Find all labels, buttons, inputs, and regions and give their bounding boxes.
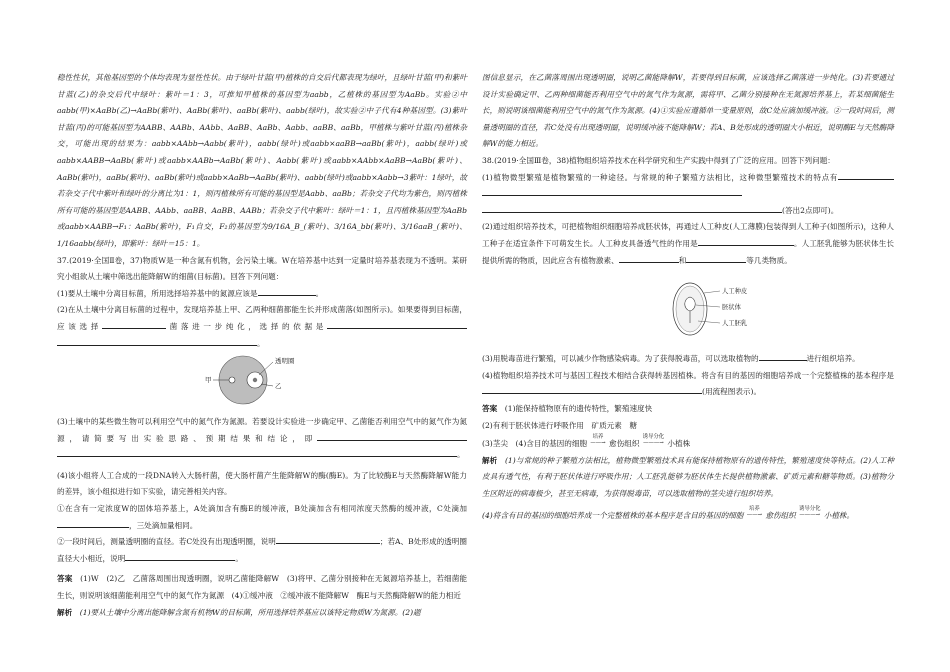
q38-part1: (1)植物微型繁殖是植物繁殖的一种途径。与常规的种子繁殖方法相比，这种微型繁殖技术的特点有(答出2点即可)。 [482, 170, 894, 220]
answer-blank[interactable] [759, 351, 807, 361]
q38-answer-3: (3)茎尖 (4)含目的基因的细胞培养 ——→ 愈伤组织诱导分化 ———→ 小植株 [482, 434, 691, 449]
left-continued-explanation: 稳性性状，其他基因型的个体均表现为显性性状。由于绿叶甘蓝(甲)植株的自交后代都表现为绿叶，且绿叶甘蓝(甲)和紫叶甘蓝(乙)的杂交后代中绿叶：紫叶＝1：3，可推知甲植株的基因型为aabb，乙植株的基因型为AaBb。实验②中aabb(甲)×AaBb(乙)→AaBb(紫叶)、AaBb(紫叶)、aaBb(紫叶)、aabb(绿叶)，故实验②中子代有4种基因型。(3)紫叶甘蓝(丙)的可能基因型为AABB、AABb、AAbb、AaBB、AaBb、Aabb、aaBB、aaBb，甲植株与紫叶甘蓝(丙)植株杂交，可能出现的结果为：aabb×AAbb→Aabb(紫叶)，aabb(绿叶)或aabb×aaBB→aaBb(紫叶)，aabb(绿叶)或aabb×AABB→AaBb(紫叶)或aabb×AABb→AaBb(紫叶)、Aabb(紫叶)或aabb×AAbb×AaBB→AaBb(紫叶)、AaBb(紫叶)，aaBb(紫叶)、aaBb(紫叶)或aabb×AaBb→AaBb(紫叶)、aabb(绿叶)或aabb×Aabb→3紫叶：1绿叶，故若杂交子代中紫叶和绿叶的分离比为1：1，则丙植株所有可能的基因型是Aabb、aaBb；若杂交子代均为紫色，则丙植株所有可能的基因型是AABB、AAbb、aaBB、AaBB、AABb；若杂交子代中紫叶：绿叶＝1：1，且丙植株基因型为AaBb或aabb×AABB→F₁：AaBb(紫叶)，F₁自交，F₂的基因型为9/16A_B_(紫叶)、3/16A_bb(紫叶)、3/16aaB_(紫叶)、1/16aabb(绿叶)，即紫叶：绿叶＝15：1。 [57, 73, 468, 248]
q38-explanation: 解析 (1)与常规的种子繁殖方法相比，植物微型繁殖技术具有能保持植物原有的遗传特性，繁殖速度快等特点。(2)人工种皮具有透气性，有利于胚状体进行呼吸作用；人工胚乳能够为胚状体生长提供植物激素、矿质元素和糖等物质。(3)植物分生区附近的病毒极少，甚至无病毒，为获得脱毒苗，可以选取植物的茎尖进行组织培养。 [482, 455, 894, 498]
seed-label-embryoid: 胚状体 [722, 304, 741, 312]
colony-b-shape [253, 378, 257, 382]
colony-a-shape [229, 377, 235, 383]
q37-part2: (2)在从土壤中分离目标菌的过程中，发现培养基上甲、乙两种细菌都能生长并形成菌落(如图所示)。如果要得到目标菌，应该选择 菌落进一步纯化，选择的依据是。 [57, 305, 467, 348]
embryoid-shape [685, 297, 696, 311]
flow-arrow: 培养 ——→ [746, 506, 763, 519]
colony-a-label: 甲 [205, 376, 212, 385]
q37-part1: (1)要从土壤中分离目标菌，所用选择培养基中的氮源应该是 。 [57, 286, 467, 303]
answer-blank[interactable] [838, 170, 894, 180]
answer-blank[interactable] [482, 203, 782, 213]
right-column [482, 70, 894, 525]
q37-part3: (3)土壤中的某些微生物可以利用空气中的氮气作为氮源。若要设计实验进一步确定甲、乙菌能否利用空气中的氮气作为氮源，请简要写出实验思路、预期结果和结论，即。 [57, 417, 467, 460]
q38-explanation-flow: (4)将含有目的基因的细胞培养成一个完整植株的基本程序是含目的基因的细胞培养 ——→ 愈伤组织诱导分化 ———→ 小植株。 [482, 506, 855, 521]
q38-part2: (2)通过组织培养技术，可把植物组织细胞培养成胚状体，再通过人工种皮(人工薄膜)包装得到人工种子(如图所示)，这种人工种子在适宜条件下可萌发生长。人工种皮具备透气性的作用是 。人工胚乳能够为胚状体生长提供所需的物质，因此应含有植物激素、 和 等几类物质。 [482, 222, 895, 265]
answer-blank[interactable] [57, 518, 129, 528]
answer-blank[interactable] [102, 319, 166, 329]
q37-part4-step2: ②一段时间后，测量透明圈的直径。若C处没有出现透明圈，说明 ；若A、B处形成的透明圈直径大小相近，说明 。 [57, 534, 467, 567]
q38-part4: (4)植物组织培养技术可与基因工程技术相结合获得转基因植株。将含有目的基因的细胞培养成一个完整植株的基本程序是(用流程图表示)。 [482, 370, 894, 397]
answer-blank[interactable] [482, 384, 702, 394]
q37-answer: 答案 (1)W (2)乙 乙菌落周围出现透明圈，说明乙菌能降解W (3)将甲、乙菌分别接种在无氮源培养基上，若细菌能生长，则说明该细菌能利用空气中的氮气作为氮源 (4)①缓冲液 ②缓冲液不能降解W 酶E与天然酶降解W的能力相近 [57, 574, 468, 601]
q38-part3: (3)用脱毒苗进行繁殖，可以减少作物感染病毒。为了获得脱毒苗，可以选取植物的 进行组织培养。 [482, 351, 894, 368]
right-continued-explanation: 图信息显示，在乙菌落周围出现透明圈，说明乙菌能降解W，若要得到目标菌，应该选择乙菌落进一步纯化。(3)若要通过设计实验确定甲、乙两种细菌能否利用空气中的氮气作为氮源，需将甲、乙菌分别接种在无氮源培养基上，若某细菌能生长，则说明该细菌能利用空气中的氮气作为氮源。(4)①实验应遵循单一变量原则，故C处应滴加缓冲液。②一段时间后，测量透明圈的直径，若C处没有出现透明圈，说明缓冲液不能降解W；若A、B处形成的透明圈大小相近，说明酶E与天然酶降解W的能力相近。 [482, 73, 894, 149]
colony-figure [57, 354, 467, 410]
answer-blank[interactable] [686, 253, 746, 263]
flow-arrow: 培养 ——→ [590, 434, 606, 447]
left-column [57, 70, 467, 621]
colony-b-label: 乙 [275, 382, 282, 391]
answer-blank[interactable] [698, 236, 794, 246]
answer-blank[interactable] [619, 253, 679, 263]
answer-blank[interactable] [125, 551, 235, 561]
q37-part4-step1: ①在含有一定浓度W的固体培养基上，A处滴加含有酶E的缓冲液，B处滴加含有相同浓度天然酶的缓冲液，C处滴加，三处滴加量相同。 [57, 504, 467, 530]
answer-blank[interactable] [317, 431, 467, 441]
answer-blank[interactable] [258, 286, 316, 296]
answer-blank[interactable] [57, 447, 457, 457]
q37-part4: (4)该小组将人工合成的一段DNA转入大肠杆菌，使大肠杆菌产生能降解W的酶(酶E)。为了比较酶E与天然酶降解W能力的差异，该小组拟进行如下实验，请完善相关内容。 [57, 470, 467, 497]
q38-answer-1: 答案 (1)能保持植物原有的遗传特性，繁殖速度快 [482, 403, 653, 413]
answer-blank[interactable] [482, 186, 742, 196]
clear-zone-label: 透明圈 [275, 357, 295, 366]
q37-intro: 37.(2019·全国Ⅱ卷，37)物质W是一种含氮有机物，会污染土壤。W在培养基中达到一定量时培养基表现为不透明。某研究小组欲从土壤中筛选出能降解W的细菌(目标菌)。回答下列问题： [57, 255, 467, 282]
flow-arrow: 诱导分化 ———→ [642, 434, 665, 447]
answer-blank[interactable] [327, 319, 467, 329]
q38-answer-2: (2)有利于胚状体进行呼吸作用 矿质元素 糖 [482, 420, 638, 430]
answer-blank[interactable] [57, 336, 257, 346]
artificial-seed-figure [482, 269, 894, 351]
seed-label-coat: 人工种皮 [722, 288, 748, 296]
flow-arrow: 诱导分化 ———→ [798, 506, 821, 519]
answer-blank[interactable] [276, 534, 380, 544]
seed-label-endosperm: 人工胚乳 [722, 320, 748, 328]
q37-explanation: 解析 (1)要从土壤中分离出能降解含氮有机物W的目标菌，所用选择培养基应以该特定物质W为氮源。(2)题 [57, 607, 421, 617]
q38-intro: 38.(2019·全国Ⅲ卷，38)植物组织培养技术在科学研究和生产实践中得到了广泛的应用。回答下列问题： [482, 155, 835, 165]
